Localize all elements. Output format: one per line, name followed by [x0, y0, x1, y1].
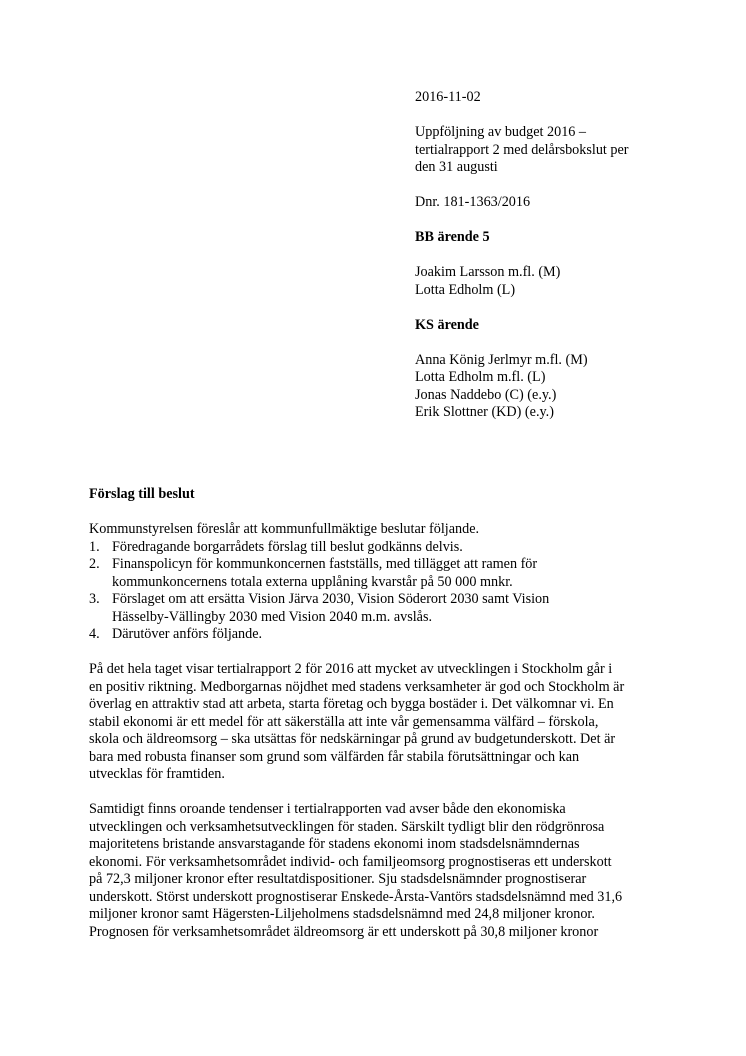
document-header — [415, 89, 715, 439]
paragraph-2 — [89, 801, 649, 941]
list-number: 1. — [89, 538, 100, 555]
bb-name: Lotta Edholm (L) — [415, 281, 516, 298]
document-dnr: Dnr. 181-1363/2016 — [415, 194, 531, 210]
list-line: Finanspolicyn för kommunkoncernen fastställs, med tillägget att ramen för — [112, 556, 538, 572]
section-title: Förslag till beslut — [89, 486, 195, 502]
paragraph-line: på 72,3 miljoner kronor efter resultatdispositioner. Sju stadsdelsnämnder prognostiserar — [89, 871, 587, 887]
paragraph-line: Prognosen för verksamhetsområdet äldreomsorg är ett underskott på 30,8 miljoner kronor — [89, 923, 599, 940]
paragraph-line: stabil ekonomi är ett medel för att säkerställa att inte vår gemensamma välfärd – förskola, — [89, 713, 599, 730]
list-item — [89, 626, 649, 644]
bb-name: Joakim Larsson m.fl. (M) — [415, 264, 561, 280]
paragraph-line: skola och äldreomsorg – ska utsättas för nedskärningar på grund av budgetunderskott. Det är — [89, 731, 616, 747]
document-body — [89, 486, 649, 959]
ks-name: Anna König Jerlmyr m.fl. (M) — [415, 351, 588, 368]
list-item — [89, 539, 649, 557]
list-line: Föredragande borgarrådets förslag till beslut godkänns delvis. — [112, 538, 463, 555]
ks-names — [415, 352, 715, 422]
ks-name: Lotta Edholm m.fl. (L) — [415, 369, 546, 385]
paragraph-line: överlag en attraktiv stad att arbeta, starta företag och bygga bostäder i. Det välkomnar vi. En — [89, 696, 614, 712]
list-line: Förslaget om att ersätta Vision Järva 2030, Vision Söderort 2030 samt Vision — [112, 591, 550, 607]
decision-list — [89, 539, 649, 644]
ks-name: Jonas Naddebo (C) (e.y.) — [415, 386, 557, 403]
paragraph-1 — [89, 661, 649, 784]
list-line: Hässelby-Vällingby 2030 med Vision 2040 m.m. avslås. — [112, 608, 433, 625]
paragraph-line: underskott. Störst underskott prognostiserar Enskede-Årsta-Vantörs stadsdelsnämnd med 31,6 — [89, 888, 623, 905]
list-number: 4. — [89, 626, 100, 642]
document-date: 2016-11-02 — [415, 89, 481, 105]
paragraph-line: en positiv riktning. Medborgarnas nöjdhet med stadens verksamheter är god och Stockholm är — [89, 678, 625, 695]
subject-line: Uppföljning av budget 2016 – — [415, 124, 587, 140]
paragraph-line: bara med robusta finanser som grund som välfärden får stabila förutsättningar och kan — [89, 748, 580, 765]
paragraph-line: utvecklas för framtiden. — [89, 766, 225, 782]
list-item — [89, 556, 649, 591]
paragraph-line: majoritetens bristande ansvarstagande för stadens ekonomi inom stadsdelsnämndernas — [89, 836, 580, 852]
paragraph-line: miljoner kronor samt Hägersten-Liljeholmens stadsdelsnämnd med 24,8 miljoner kronor. — [89, 906, 595, 922]
list-number: 2. — [89, 556, 100, 572]
bb-heading: BB ärende 5 — [415, 229, 490, 245]
list-line: Därutöver anförs följande. — [112, 626, 263, 642]
document-subject — [415, 124, 715, 177]
paragraph-line: ekonomi. För verksamhetsområdet individ- och familjeomsorg prognostiseras ett underskott — [89, 853, 612, 870]
intro-text: Kommunstyrelsen föreslår att kommunfullmäktige beslutar följande. — [89, 521, 480, 537]
paragraph-line: På det hela taget visar tertialrapport 2 för 2016 att mycket av utvecklingen i Stockholm går i — [89, 661, 613, 677]
list-number: 3. — [89, 591, 100, 607]
ks-heading: KS ärende — [415, 316, 479, 333]
list-item — [89, 591, 649, 626]
paragraph-line: Samtidigt finns oroande tendenser i tertialrapporten vad avser både den ekonomiska — [89, 801, 566, 817]
ks-name: Erik Slottner (KD) (e.y.) — [415, 404, 554, 420]
subject-line: den 31 augusti — [415, 159, 498, 175]
list-line: kommunkoncernens totala externa upplåning kvarstår på 50 000 mnkr. — [112, 573, 513, 590]
bb-names — [415, 264, 715, 299]
subject-line: tertialrapport 2 med delårsbokslut per — [415, 141, 629, 158]
paragraph-line: utvecklingen och verksamhetsutvecklingen för staden. Särskilt tydligt blir den rödgrönrosa — [89, 818, 605, 835]
